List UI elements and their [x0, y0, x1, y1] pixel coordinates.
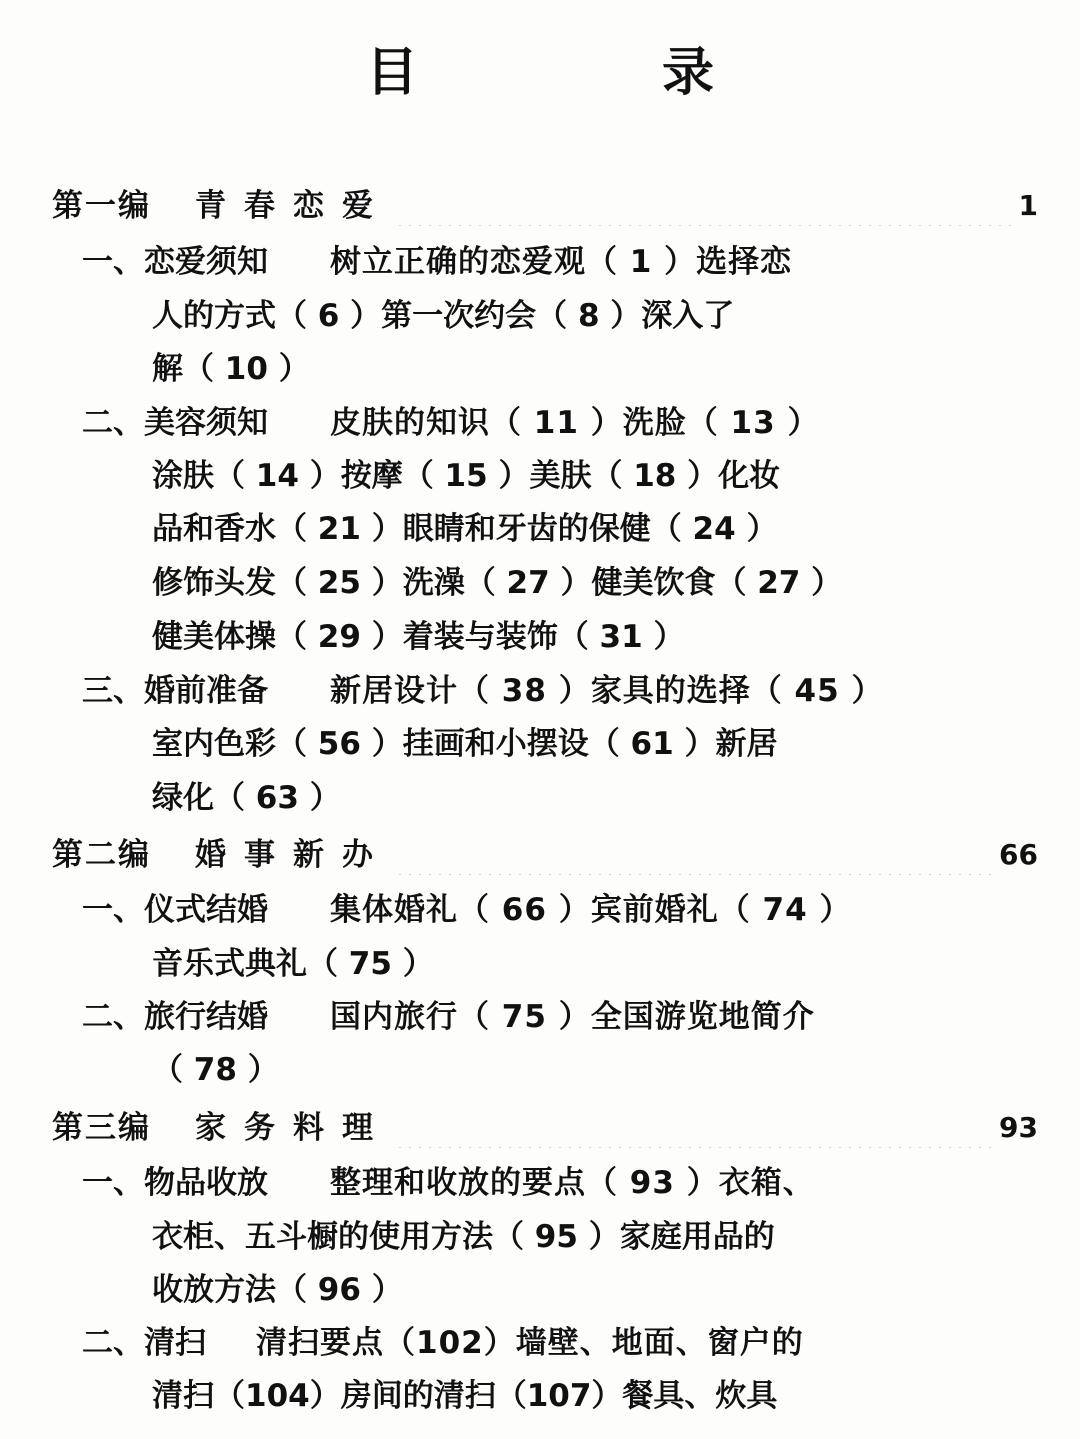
part-label: 第三编 [52, 1110, 151, 1146]
section-line: 室内色彩（ 56 ）挂画和小摆设（ 61 ）新居 [152, 726, 778, 762]
section-line [82, 997, 815, 1037]
section-line: 人的方式（ 6 ）第一次约会（ 8 ）深入了 [152, 298, 735, 334]
section-line [82, 403, 819, 443]
section-label: 二、美容须知 [82, 405, 268, 441]
section-items: 皮肤的知识（ 11 ）洗脸（ 13 ） [330, 405, 820, 441]
part-heading-3 [52, 1108, 1038, 1148]
section-items: 国内旅行（ 75 ）全国游览地简介 [330, 999, 815, 1035]
dot-leader [395, 186, 1015, 226]
dot-leader [395, 1108, 995, 1148]
section-line [82, 890, 851, 930]
dot-leader [395, 835, 995, 875]
part-title: 青春恋爱 [195, 188, 391, 224]
section-items: 树立正确的恋爱观（ 1 ）选择恋 [330, 244, 793, 280]
section-line: 收放方法（ 96 ） [152, 1272, 403, 1308]
section-line: 绿化（ 63 ） [152, 780, 341, 816]
part-page-number: 1 [1018, 189, 1038, 222]
part-label: 第一编 [52, 188, 151, 224]
part-label: 第二编 [52, 837, 151, 873]
section-label: 三、婚前准备 [82, 673, 268, 709]
section-line: 健美体操（ 29 ）着装与装饰（ 31 ） [152, 619, 685, 655]
section-line [82, 1163, 815, 1203]
section-label: 二、清扫 [82, 1325, 206, 1361]
part-title: 婚事新办 [195, 837, 391, 873]
page-title: 目 录 [365, 43, 810, 103]
section-items: 集体婚礼（ 66 ）宾前婚礼（ 74 ） [330, 892, 852, 928]
section-line [82, 1323, 804, 1363]
part-page-number: 93 [999, 1111, 1038, 1144]
section-line: 品和香水（ 21 ）眼睛和牙齿的保健（ 24 ） [152, 511, 778, 547]
section-label: 一、恋爱须知 [82, 244, 268, 280]
section-line: 涂肤（ 14 ）按摩（ 15 ）美肤（ 18 ）化妆 [152, 458, 781, 494]
section-line [82, 242, 792, 282]
section-line: 衣柜、五斗橱的使用方法（ 95 ）家庭用品的 [152, 1219, 775, 1255]
section-items: 清扫要点（102）墙壁、地面、窗户的 [256, 1325, 804, 1361]
part-heading-2 [52, 835, 1038, 875]
section-label: 二、旅行结婚 [82, 999, 268, 1035]
section-line: （ 78 ） [152, 1052, 279, 1088]
section-line [82, 671, 883, 711]
section-line: 修饰头发（ 25 ）洗澡（ 27 ）健美饮食（ 27 ） [152, 565, 843, 601]
section-line: 解（ 10 ） [152, 351, 310, 387]
section-items: 新居设计（ 38 ）家具的选择（ 45 ） [330, 673, 884, 709]
section-label: 一、仪式结婚 [82, 892, 268, 928]
section-label: 一、物品收放 [82, 1165, 268, 1201]
part-title: 家务料理 [195, 1110, 391, 1146]
section-line: 音乐式典礼（ 75 ） [152, 946, 434, 982]
part-page-number: 66 [999, 838, 1038, 871]
part-heading-1 [52, 186, 1038, 226]
section-line: 清扫（104）房间的清扫（107）餐具、炊具 [152, 1378, 778, 1414]
section-items: 整理和收放的要点（ 93 ）衣箱、 [330, 1165, 815, 1201]
